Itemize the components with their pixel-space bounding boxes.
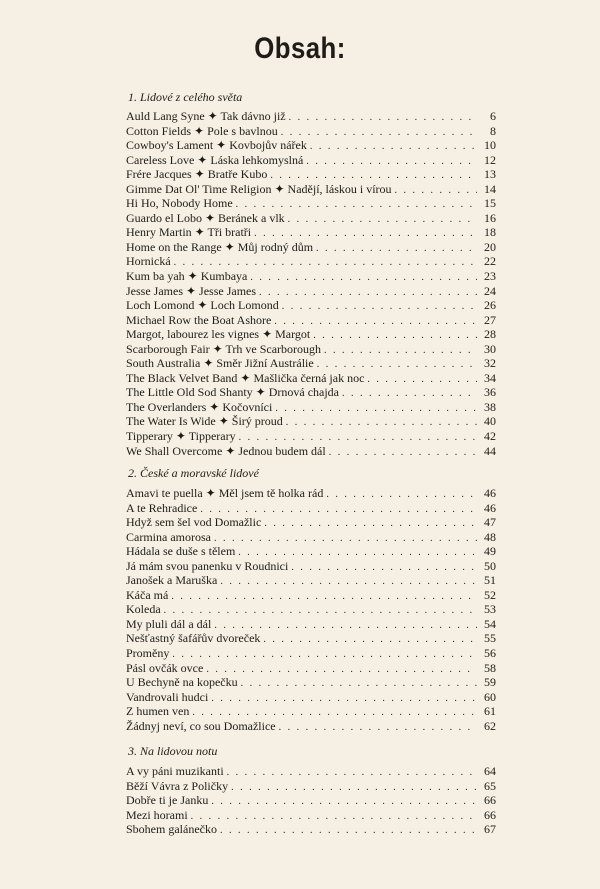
toc-entry — [126, 298, 496, 313]
entry-title: Janošek a Maruška — [126, 573, 218, 588]
toc-entry — [126, 109, 496, 124]
dot-leader — [263, 633, 477, 648]
page-number: 60 — [484, 689, 496, 704]
toc-entry — [126, 356, 496, 371]
section-heading: 3. Na lidovou notu — [128, 744, 218, 758]
entry-title: The Little Old Sod Shanty ✦ Drnová chajda — [126, 385, 340, 400]
toc-entry — [126, 530, 496, 545]
page-number: 56 — [484, 646, 496, 661]
dot-leader — [211, 692, 477, 707]
toc-entry — [126, 138, 496, 153]
entry-title: Káča má — [126, 587, 169, 602]
entry-title: Hádala se duše s tělem — [126, 544, 236, 559]
dot-leader — [324, 344, 477, 359]
toc-entry — [126, 559, 496, 574]
entry-title: Vandrovali hudci — [126, 689, 209, 704]
toc-entry — [126, 719, 496, 734]
toc-entry — [126, 429, 496, 444]
entry-title: Frére Jacques ✦ Bratře Kubo — [126, 167, 268, 182]
page-number: 54 — [484, 616, 496, 631]
entry-title: Pásl ovčák ovce — [126, 660, 204, 675]
toc-entry — [126, 414, 496, 429]
page-number: 46 — [484, 500, 496, 515]
dot-leader — [367, 373, 477, 388]
entry-title: U Bechyně na kopečku — [126, 675, 238, 690]
page-number: 38 — [484, 399, 496, 414]
entry-title: Michael Row the Boat Ashore — [126, 312, 272, 327]
toc-entry — [126, 544, 496, 559]
page-number: 66 — [484, 793, 496, 808]
toc-entry — [126, 371, 496, 386]
entry-title: A te Rehradice — [126, 500, 198, 515]
page-number: 53 — [484, 602, 496, 617]
dot-leader — [214, 532, 477, 547]
page-number: 36 — [484, 385, 496, 400]
entry-title: Gimme Dat Ol' Time Religion ✦ Nadějí, láskou i vírou — [126, 181, 392, 196]
dot-leader — [289, 111, 477, 126]
toc-entry — [126, 646, 496, 661]
entry-title: Cowboy's Lament ✦ Kovbojův nářek — [126, 138, 307, 153]
toc-entry — [126, 327, 496, 342]
entry-title: Sbohem galánečko — [126, 822, 217, 837]
dot-leader — [275, 402, 477, 417]
toc-list — [126, 486, 496, 733]
page-number: 67 — [484, 822, 496, 837]
dot-leader — [220, 824, 477, 839]
toc-entry — [126, 342, 496, 357]
page-number: 55 — [484, 631, 496, 646]
page-number: 50 — [484, 558, 496, 573]
toc-entry — [126, 808, 496, 823]
entry-title: Běží Vávra z Poličky — [126, 778, 229, 793]
entry-title: Koleda — [126, 602, 161, 617]
entry-title: Hdyž sem šel vod Domažlic — [126, 515, 262, 530]
page-number: 34 — [484, 370, 496, 385]
page-number: 16 — [484, 210, 496, 225]
entry-title: Hi Ho, Nobody Home — [126, 196, 233, 211]
entry-title: Home on the Range ✦ Můj rodný dům — [126, 239, 314, 254]
dot-leader — [310, 140, 477, 155]
entry-title: Henry Martin ✦ Tři bratři — [126, 225, 252, 240]
dot-leader — [171, 590, 477, 605]
entry-title: Auld Lang Syne ✦ Tak dávno již — [126, 109, 286, 123]
dot-leader — [395, 184, 477, 199]
page-number: 62 — [484, 718, 496, 733]
entry-title: Margot, labourez les vignes ✦ Margot — [126, 327, 311, 342]
toc-entry — [126, 269, 496, 284]
toc-entry — [126, 602, 496, 617]
entry-title: Scarborough Fair ✦ Trh ve Scarborough — [126, 341, 322, 356]
entry-title: Loch Lomond ✦ Loch Lomond — [126, 298, 279, 313]
toc-entry — [126, 196, 496, 211]
page-number: 47 — [484, 515, 496, 530]
page-number: 58 — [484, 660, 496, 675]
entry-title: The Water Is Wide ✦ Širý proud — [126, 414, 283, 429]
page-number: 10 — [484, 138, 496, 153]
dot-leader — [313, 329, 477, 344]
page-number: 18 — [484, 225, 496, 240]
dot-leader — [211, 795, 477, 810]
entry-title: Dobře ti je Janku — [126, 793, 209, 808]
toc-entry — [126, 675, 496, 690]
toc-entry — [126, 764, 496, 779]
toc-entry — [126, 822, 496, 837]
toc-list — [126, 109, 496, 458]
page-number: 32 — [484, 356, 496, 371]
entry-title: Proměny — [126, 646, 170, 661]
toc-entry — [126, 153, 496, 168]
dot-leader — [231, 781, 477, 796]
page-number: 64 — [484, 764, 496, 778]
entry-title: Hornická — [126, 254, 171, 269]
toc-entry — [126, 617, 496, 632]
entry-title: My pluli dál a dál — [126, 616, 212, 631]
dot-leader — [288, 213, 477, 228]
page-number: 28 — [484, 327, 496, 342]
toc-entry — [126, 486, 496, 501]
page-number: 52 — [484, 587, 496, 602]
entry-title: Mezi horami — [126, 807, 188, 822]
page-number: 13 — [484, 167, 496, 182]
toc-entry — [126, 779, 496, 794]
page-number: 46 — [484, 486, 496, 500]
page-number: 15 — [484, 196, 496, 211]
dot-leader — [250, 271, 477, 286]
page-number: 66 — [484, 807, 496, 822]
page-number: 51 — [484, 573, 496, 588]
toc-entry — [126, 690, 496, 705]
entry-title: Guardo el Lobo ✦ Beránek a vlk — [126, 210, 285, 225]
page-number: 22 — [484, 254, 496, 269]
entry-title: Kum ba yah ✦ Kumbaya — [126, 269, 248, 284]
page-number: 23 — [484, 269, 496, 284]
dot-leader — [291, 561, 477, 576]
dot-leader — [172, 648, 477, 663]
entry-title: Nešťastný šafářův dvoreček — [126, 631, 261, 646]
entry-title: Tipperary ✦ Tipperary — [126, 429, 236, 444]
entry-title: Já mám svou panenku v Roudnici — [126, 558, 289, 573]
page-number: 49 — [484, 544, 496, 559]
dot-leader — [316, 242, 477, 257]
page-number: 6 — [490, 109, 496, 123]
section-heading: 1. Lidové z celého světa — [128, 90, 243, 104]
toc-entry — [126, 400, 496, 415]
toc-entry — [126, 385, 496, 400]
toc-entry — [126, 631, 496, 646]
toc-entry — [126, 182, 496, 197]
entry-title: A vy páni muzikanti — [126, 764, 224, 778]
entry-title: Žádnyj neví, co sou Domažlice — [126, 718, 276, 733]
toc-entry — [126, 240, 496, 255]
page-number: 26 — [484, 298, 496, 313]
toc-entry — [126, 573, 496, 588]
entry-title: Careless Love ✦ Láska lehkomyslná — [126, 152, 304, 167]
toc-list — [126, 764, 496, 837]
toc-entry — [126, 444, 496, 459]
toc-entry — [126, 284, 496, 299]
toc-entry — [126, 313, 496, 328]
page-number: 8 — [490, 123, 496, 138]
toc-entry — [126, 167, 496, 182]
dot-leader — [279, 721, 477, 736]
entry-title: Cotton Fields ✦ Pole s bavlnou — [126, 123, 278, 138]
dot-leader — [220, 575, 477, 590]
page-title: Obsah: — [254, 32, 346, 65]
dot-leader — [342, 387, 477, 402]
dot-leader — [264, 517, 477, 532]
toc-entry — [126, 211, 496, 226]
page-number: 61 — [484, 704, 496, 719]
toc-entry — [126, 225, 496, 240]
page-number: 48 — [484, 529, 496, 544]
page-number: 24 — [484, 283, 496, 298]
entry-title: Jesse James ✦ Jesse James — [126, 283, 257, 298]
entry-title: Amavi te puella ✦ Měl jsem tě holka rád — [126, 486, 324, 500]
page-number: 65 — [484, 778, 496, 793]
page-number: 59 — [484, 675, 496, 690]
dot-leader — [191, 810, 477, 825]
toc-entry — [126, 515, 496, 530]
entry-title: The Black Velvet Band ✦ Mašlička černá jak noc — [126, 370, 365, 385]
toc-entry — [126, 501, 496, 516]
toc-entry — [126, 704, 496, 719]
entry-title: Z humen ven — [126, 704, 190, 719]
entry-title: We Shall Overcome ✦ Jednou budem dál — [126, 443, 326, 458]
dot-leader — [227, 766, 477, 781]
page-number: 44 — [484, 443, 496, 458]
dot-leader — [329, 446, 477, 461]
dot-leader — [306, 155, 477, 170]
page-number: 27 — [484, 312, 496, 327]
page-number: 20 — [484, 239, 496, 254]
entry-title: South Australia ✦ Směr Jižní Austrálie — [126, 356, 314, 371]
dot-leader — [326, 488, 477, 503]
dot-leader — [206, 663, 477, 678]
toc-entry — [126, 124, 496, 139]
toc-entry — [126, 588, 496, 603]
dot-leader — [282, 300, 477, 315]
page-number: 12 — [484, 152, 496, 167]
page-number: 42 — [484, 429, 496, 444]
toc-entry — [126, 254, 496, 269]
dot-leader — [259, 286, 477, 301]
toc-entry — [126, 661, 496, 676]
dot-leader — [286, 416, 477, 431]
entry-title: Carmina amorosa — [126, 529, 211, 544]
page-number: 30 — [484, 341, 496, 356]
dot-leader — [281, 126, 477, 141]
section-heading: 2. České a moravské lidové — [128, 466, 259, 480]
page-number: 40 — [484, 414, 496, 429]
toc-entry — [126, 793, 496, 808]
entry-title: The Overlanders ✦ Kočovníci — [126, 399, 273, 414]
page-number: 14 — [484, 181, 496, 196]
dot-leader — [241, 677, 477, 692]
